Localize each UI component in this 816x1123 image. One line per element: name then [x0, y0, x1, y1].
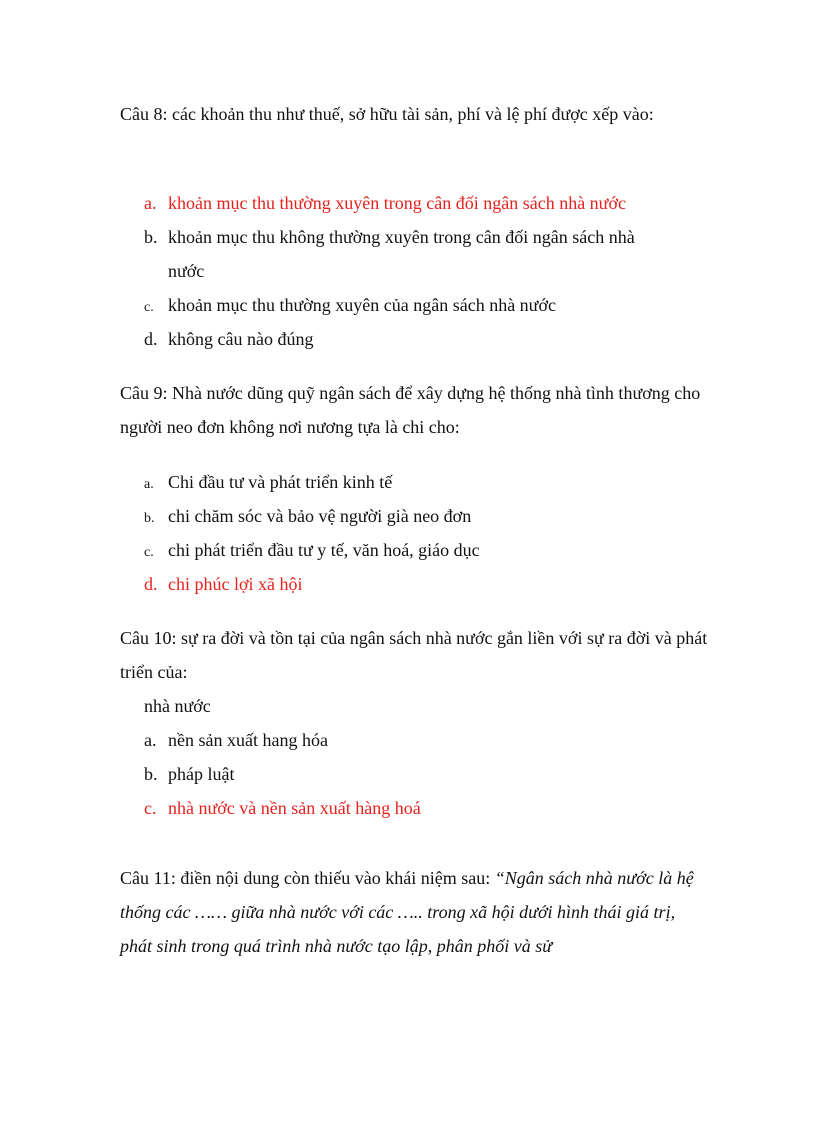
question-9-prompt: Câu 9: Nhà nước dũng quỹ ngân sách để xây dựng hệ thống nhà tình thương cho người neo đơn không nơi nương tựa là chi cho: [120, 383, 701, 437]
question-11-prompt [120, 861, 710, 963]
option-marker: c. [144, 798, 157, 818]
question-10-option-b [144, 757, 704, 791]
option-marker: b. [144, 764, 158, 784]
question-11-definition-italic: “Ngân sách nhà nước là hệ thống các …… giữa nhà nước với các ….. trong xã hội dưới hình thái giá trị, phát sinh trong quá trình nhà nước tạo lập, phân phối và sử [120, 868, 694, 956]
option-text: khoản mục thu không thường xuyên trong cân đối ngân sách nhà [168, 227, 635, 247]
option-text: chi chăm sóc và bảo vệ người già neo đơn [168, 506, 472, 526]
option-text: chi phát triển đầu tư y tế, văn hoá, giáo dục [168, 540, 480, 560]
option-marker: a. [144, 193, 157, 213]
question-9-option-d [144, 567, 704, 601]
option-text: nền sản xuất hang hóa [168, 730, 328, 750]
question-8-option-a [144, 186, 704, 220]
option-text: nhà nước và nền sản xuất hàng hoá [168, 798, 421, 818]
question-9-option-c [144, 533, 704, 570]
question-9-option-a [144, 465, 704, 502]
question-8-prompt: Câu 8: các khoản thu như thuế, sở hữu tài sản, phí và lệ phí được xếp vào: [120, 104, 654, 124]
option-marker: a. [144, 730, 157, 750]
question-9-option-b [144, 499, 704, 536]
question-10-option-c [144, 791, 704, 825]
question-10-unlabeled-option: nhà nước [144, 696, 211, 716]
question-10-option-a [144, 723, 704, 757]
option-marker: d. [144, 574, 158, 594]
option-text: chi phúc lợi xã hội [168, 574, 303, 594]
option-marker: c. [144, 300, 154, 315]
option-marker: b. [144, 227, 158, 247]
option-text: khoản mục thu thường xuyên trong cân đối ngân sách nhà nước [168, 193, 626, 213]
option-marker: d. [144, 329, 158, 349]
option-text: không câu nào đúng [168, 329, 314, 349]
question-8-option-b [144, 220, 704, 288]
option-marker: a. [144, 477, 154, 492]
option-marker: b. [144, 511, 155, 526]
option-text: khoản mục thu thường xuyên của ngân sách nhà nước [168, 295, 556, 315]
question-8-option-c [144, 288, 704, 325]
question-11-prompt-lead: Câu 11: điền nội dung còn thiếu vào khái niệm sau: [120, 868, 495, 888]
option-marker: c. [144, 545, 154, 560]
question-10-prompt: Câu 10: sự ra đời và tồn tại của ngân sách nhà nước gắn liền với sự ra đời và phát triển của: [120, 628, 708, 682]
option-text: Chi đầu tư và phát triển kinh tế [168, 472, 393, 492]
option-text-continuation: nước [168, 261, 205, 281]
option-text: pháp luật [168, 764, 235, 784]
question-8-option-d [144, 322, 704, 356]
